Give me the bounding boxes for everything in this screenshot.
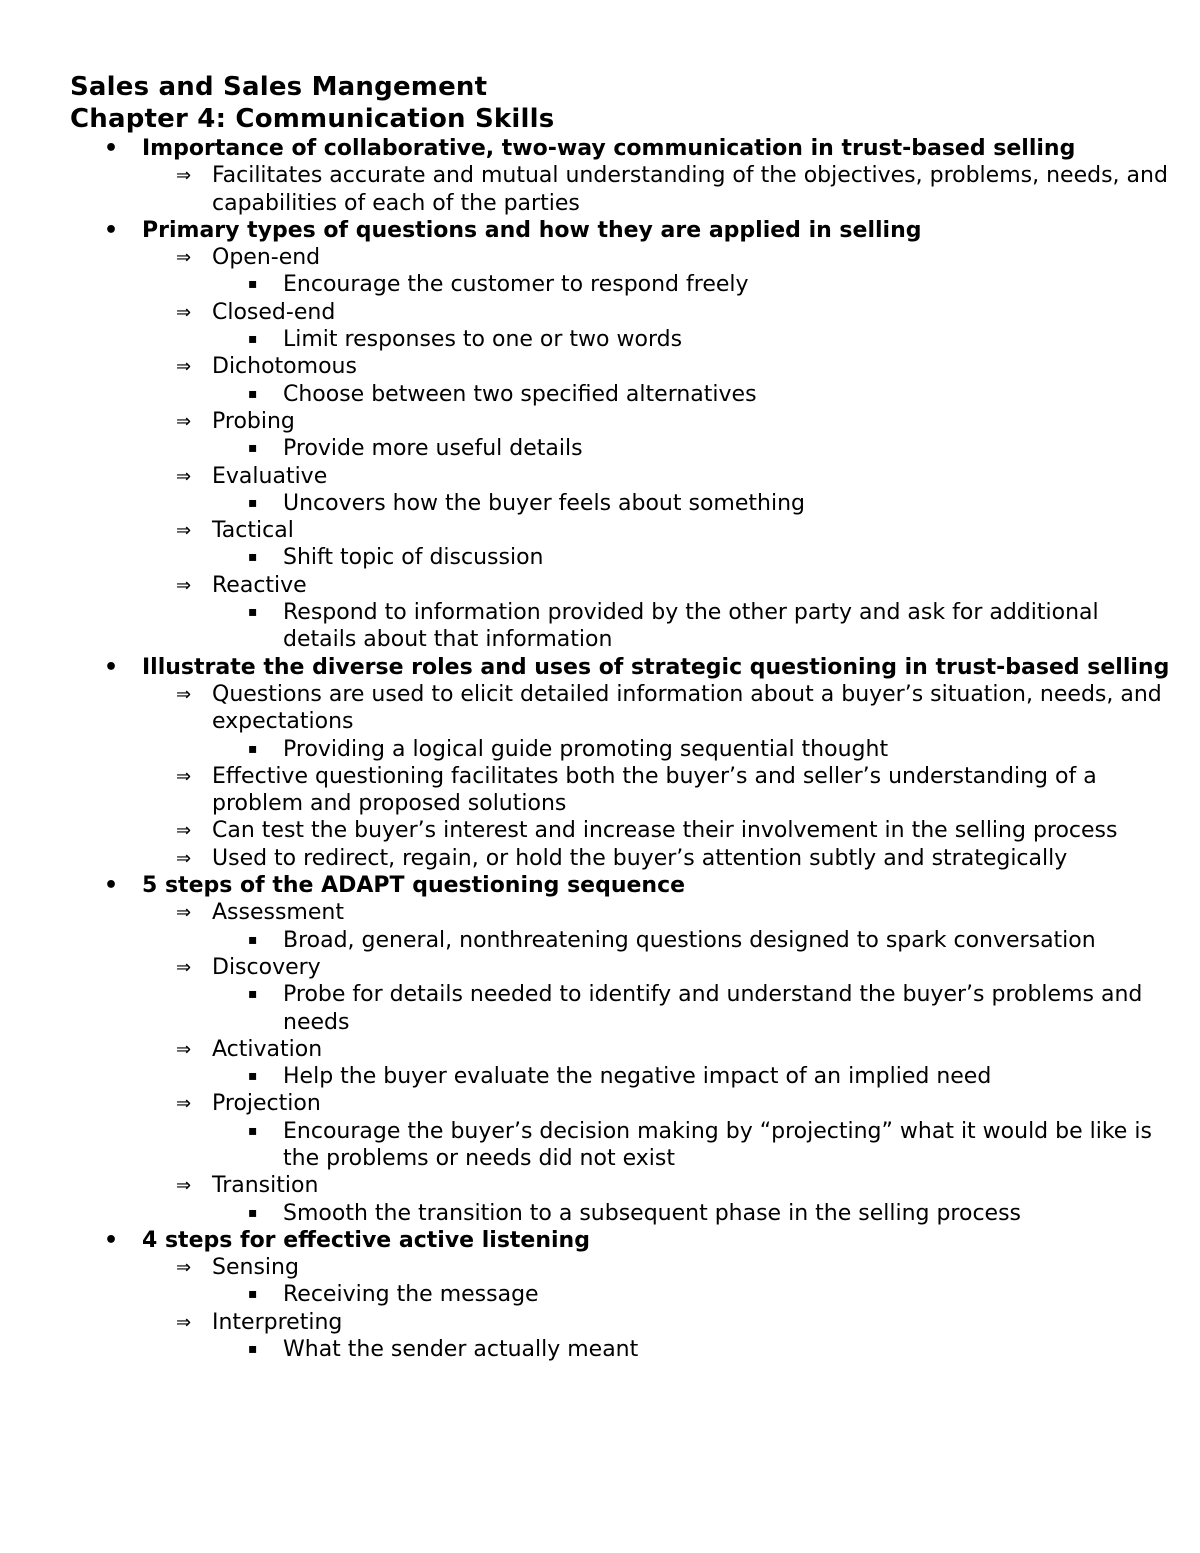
section-heading — [70, 1227, 1170, 1254]
sub-item — [70, 1309, 1170, 1336]
arrow-icon: ⇒ — [176, 1093, 192, 1115]
detail-item — [70, 490, 1170, 517]
square-bullet-icon: ▪ — [248, 276, 258, 293]
square-bullet-icon: ▪ — [248, 494, 258, 511]
detail-item-text: What the sender actually meant — [283, 1337, 639, 1363]
detail-item — [70, 981, 1170, 1036]
arrow-icon: ⇒ — [176, 165, 192, 187]
chapter-title: Chapter 4: Communication Skills — [70, 104, 555, 134]
detail-item — [70, 927, 1170, 954]
arrow-icon: ⇒ — [176, 1038, 192, 1060]
detail-item-text: Probe for details needed to identify and understand the buyer’s problems and needs — [283, 982, 1143, 1035]
sub-item-text: Used to redirect, regain, or hold the buyer’s attention subtly and strategically — [212, 845, 1068, 871]
square-bullet-icon: ▪ — [248, 1341, 258, 1358]
notes-outline — [70, 135, 1170, 1363]
sub-item — [70, 845, 1170, 872]
square-bullet-icon: ▪ — [248, 740, 258, 757]
detail-item — [70, 271, 1170, 298]
bullet-icon: • — [104, 217, 119, 243]
arrow-icon: ⇒ — [176, 902, 192, 924]
detail-item-text: Choose between two specified alternatives — [283, 381, 757, 407]
detail-item-text: Limit responses to one or two words — [283, 327, 683, 353]
sub-item-text: Probing — [212, 408, 295, 434]
arrow-icon: ⇒ — [176, 465, 192, 487]
sub-item — [70, 244, 1170, 271]
arrow-icon: ⇒ — [176, 683, 192, 705]
sub-item — [70, 1254, 1170, 1281]
detail-item — [70, 1281, 1170, 1308]
sub-item — [70, 408, 1170, 435]
sub-item — [70, 572, 1170, 599]
arrow-icon: ⇒ — [176, 574, 192, 596]
sub-item — [70, 1036, 1170, 1063]
detail-item — [70, 435, 1170, 462]
sub-item — [70, 353, 1170, 380]
sub-item-text: Facilitates accurate and mutual understanding of the objectives, problems, needs, and capabilities of each of the parties — [212, 163, 1168, 216]
square-bullet-icon: ▪ — [248, 604, 258, 621]
section-heading — [70, 654, 1170, 681]
section-heading — [70, 872, 1170, 899]
detail-item — [70, 599, 1170, 654]
sub-item-text: Assessment — [212, 900, 344, 926]
arrow-icon: ⇒ — [176, 1257, 192, 1279]
detail-item-text: Provide more useful details — [283, 436, 583, 462]
sub-item-text: Can test the buyer’s interest and increase their involvement in the selling process — [212, 818, 1118, 844]
detail-item-text: Respond to information provided by the other party and ask for additional details about that information — [283, 600, 1099, 653]
detail-item — [70, 326, 1170, 353]
section-heading — [70, 135, 1170, 162]
arrow-icon: ⇒ — [176, 356, 192, 378]
detail-item — [70, 1336, 1170, 1363]
document-title: Sales and Sales Mangement — [70, 72, 488, 102]
sub-item — [70, 463, 1170, 490]
detail-item-text: Help the buyer evaluate the negative impact of an implied need — [283, 1064, 992, 1090]
square-bullet-icon: ▪ — [248, 331, 258, 348]
sub-item-text: Projection — [212, 1091, 321, 1117]
square-bullet-icon: ▪ — [248, 986, 258, 1003]
bullet-icon: • — [104, 1227, 119, 1253]
sub-item-text: Effective questioning facilitates both the buyer’s and seller’s understanding of a problem and proposed solutions — [212, 763, 1097, 817]
sub-item-text: Dichotomous — [212, 354, 357, 380]
sub-item-text: Activation — [212, 1036, 323, 1062]
section-heading-text: Primary types of questions and how they are applied in selling — [142, 217, 922, 243]
arrow-icon: ⇒ — [176, 1311, 192, 1333]
detail-item-text: Receiving the message — [283, 1282, 539, 1308]
arrow-icon: ⇒ — [176, 1175, 192, 1197]
bullet-icon: • — [104, 654, 119, 680]
detail-item-text: Providing a logical guide promoting sequential thought — [283, 736, 889, 762]
bullet-icon: • — [104, 136, 119, 161]
sub-item-text: Questions are used to elicit detailed information about a buyer’s situation, needs, and expectations — [212, 681, 1162, 735]
arrow-icon: ⇒ — [176, 410, 192, 432]
sub-item — [70, 763, 1170, 818]
square-bullet-icon: ▪ — [248, 440, 258, 457]
bullet-icon: • — [104, 873, 119, 899]
detail-item — [70, 1200, 1170, 1227]
detail-item — [70, 381, 1170, 408]
detail-item-text: Smooth the transition to a subsequent phase in the selling process — [283, 1200, 1022, 1226]
detail-item-text: Encourage the customer to respond freely — [283, 272, 749, 298]
detail-item-text: Encourage the buyer’s decision making by “projecting” what it would be like is the problems or needs did not exist — [283, 1118, 1152, 1171]
sub-item — [70, 1172, 1170, 1199]
sub-item — [70, 517, 1170, 544]
sub-item-text: Evaluative — [212, 463, 328, 489]
sub-item — [70, 954, 1170, 981]
square-bullet-icon: ▪ — [248, 385, 258, 402]
sub-item — [70, 899, 1170, 926]
detail-item — [70, 1063, 1170, 1090]
sub-item — [70, 1090, 1170, 1117]
section-heading-text: 4 steps for effective active listening — [142, 1227, 590, 1253]
arrow-icon: ⇒ — [176, 956, 192, 978]
detail-item — [70, 736, 1170, 763]
arrow-icon: ⇒ — [176, 247, 192, 269]
sub-item-text: Transition — [212, 1173, 319, 1199]
square-bullet-icon: ▪ — [248, 1286, 258, 1303]
arrow-icon: ⇒ — [176, 820, 192, 842]
sub-item — [70, 681, 1170, 736]
section-heading-text: 5 steps of the ADAPT questioning sequence — [142, 873, 686, 899]
arrow-icon: ⇒ — [176, 301, 192, 323]
sub-item-text: Open-end — [212, 245, 321, 271]
sub-item-text: Interpreting — [212, 1309, 343, 1335]
sub-item-text: Closed-end — [212, 299, 336, 325]
arrow-icon: ⇒ — [176, 847, 192, 869]
sub-item-text: Reactive — [212, 572, 307, 598]
sub-item-text: Tactical — [212, 518, 294, 544]
detail-item-text: Broad, general, nonthreatening questions designed to spark conversation — [283, 927, 1096, 953]
arrow-icon: ⇒ — [176, 520, 192, 542]
arrow-icon: ⇒ — [176, 765, 192, 787]
detail-item-text: Uncovers how the buyer feels about something — [283, 490, 805, 516]
square-bullet-icon: ▪ — [248, 1204, 258, 1221]
document-page — [70, 71, 1170, 1363]
square-bullet-icon: ▪ — [248, 549, 258, 566]
sub-item — [70, 299, 1170, 326]
detail-item — [70, 1118, 1170, 1173]
square-bullet-icon: ▪ — [248, 1122, 258, 1139]
section-heading-text: Illustrate the diverse roles and uses of strategic questioning in trust-based selling — [142, 654, 1170, 680]
square-bullet-icon: ▪ — [248, 1068, 258, 1085]
sub-item-text: Sensing — [212, 1255, 299, 1281]
sub-item — [70, 162, 1170, 217]
detail-item — [70, 544, 1170, 571]
detail-item-text: Shift topic of discussion — [283, 545, 544, 571]
section-heading-text: Importance of collaborative, two-way communication in trust-based selling — [142, 136, 1076, 161]
sub-item — [70, 817, 1170, 844]
sub-item-text: Discovery — [212, 954, 321, 980]
section-heading — [70, 217, 1170, 244]
square-bullet-icon: ▪ — [248, 931, 258, 948]
